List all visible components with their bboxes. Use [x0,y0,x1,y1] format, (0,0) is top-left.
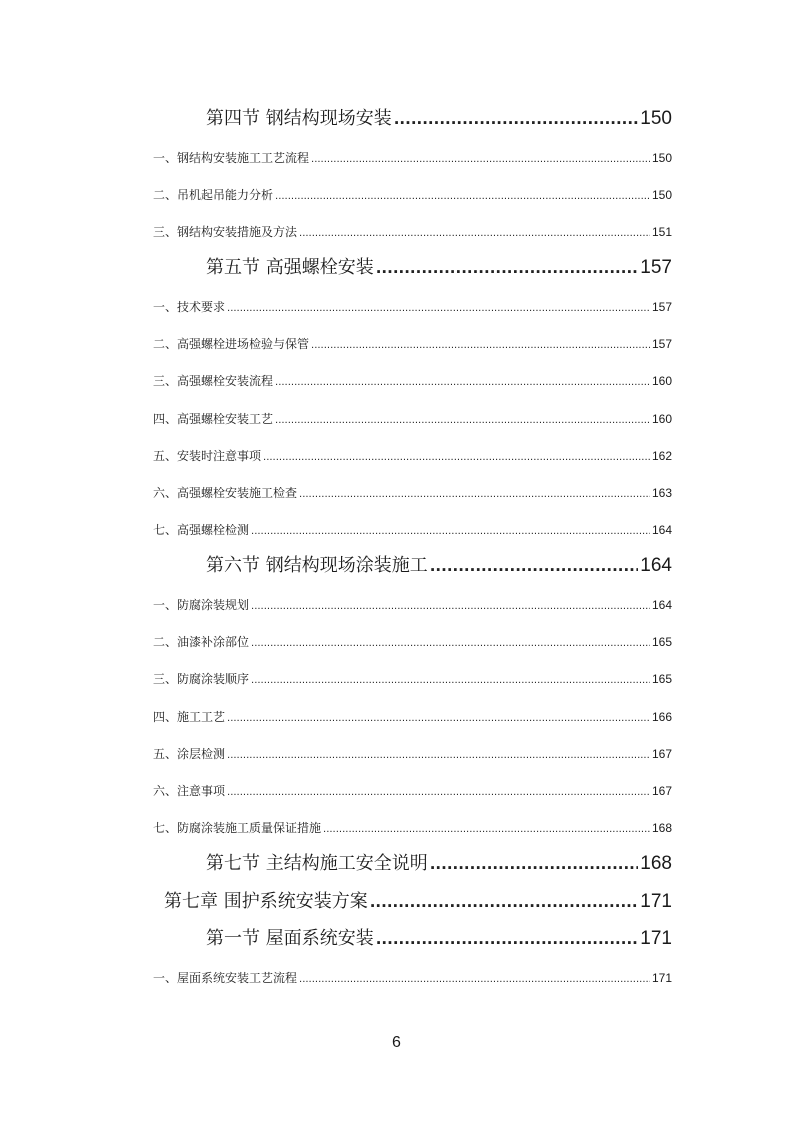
dot-leader [299,226,650,242]
dot-leader [227,301,650,317]
toc-entry-title: 一、钢结构安装施工工艺流程 [153,151,310,165]
toc-entry-page: 157 [640,257,672,278]
toc-entry-item[interactable] [153,597,672,613]
toc-entry-page: 150 [640,108,672,129]
toc-entry-title: 一、屋面系统安装工艺流程 [153,971,298,985]
dot-leader [311,338,650,354]
toc-entry-item[interactable] [153,522,672,538]
toc-entry-page: 150 [651,188,672,202]
toc-entry-title: 七、防腐涂装施工质量保证措施 [153,821,322,835]
toc-entry-page: 160 [651,374,672,388]
toc-entry-title: 五、安装时注意事项 [153,449,262,463]
dot-leader [299,487,650,503]
toc-entry-item[interactable] [153,783,672,799]
toc-entry-page: 168 [651,821,672,835]
toc-entry-title: 五、涂层检测 [153,747,226,761]
toc-entry-title: 六、高强螺栓安装施工检查 [153,486,298,500]
dot-leader [275,413,650,429]
toc-entry-title: 二、吊机起吊能力分析 [153,188,274,202]
dot-leader [323,822,650,838]
dot-leader [299,972,650,988]
toc-entry-page: 171 [640,928,672,949]
dot-leader [311,152,650,168]
toc-entry-item[interactable] [153,820,672,836]
toc-entry-page: 157 [651,300,672,314]
toc-entry-item[interactable] [153,634,672,650]
toc-entry-page: 164 [651,523,672,537]
toc-entry-section[interactable] [206,852,672,876]
toc-entry-item[interactable] [153,448,672,464]
toc-entry-title: 第五节 高强螺栓安装 [206,257,374,278]
toc-entry-page: 151 [651,225,672,239]
toc-entry-page: 168 [640,853,672,874]
dot-leader [263,450,650,466]
toc-entry-item[interactable] [153,746,672,762]
toc-entry-page: 163 [651,486,672,500]
toc-entry-title: 第七章 围护系统安装方案 [164,891,368,912]
toc-entry-page: 167 [651,784,672,798]
toc-entry-item[interactable] [153,411,672,427]
toc-entry-item[interactable] [153,373,672,389]
dot-leader [275,189,650,205]
dot-leader [251,636,650,652]
toc-entry-page: 164 [640,555,672,576]
toc-entry-title: 一、技术要求 [153,300,226,314]
dot-leader [227,711,650,727]
toc-entry-title: 六、注意事项 [153,784,226,798]
dot-leader [275,375,650,391]
dot-leader [251,599,650,615]
toc-entry-item[interactable] [153,485,672,501]
toc-entry-title: 四、高强螺栓安装工艺 [153,412,274,426]
toc-entry-page: 162 [651,449,672,463]
dot-leader [251,673,650,689]
toc-entry-item[interactable] [153,299,672,315]
toc-entry-title: 三、钢结构安装措施及方法 [153,225,298,239]
toc-entry-section[interactable] [206,554,672,578]
toc-entry-title: 第一节 屋面系统安装 [206,928,374,949]
toc-entry-item[interactable] [153,671,672,687]
toc-entry-title: 二、油漆补涂部位 [153,635,250,649]
toc-entry-title: 三、高强螺栓安装流程 [153,374,274,388]
toc-entry-item[interactable] [153,336,672,352]
dot-leader [430,554,639,578]
toc-entry-item[interactable] [153,709,672,725]
toc-entry-page: 171 [651,971,672,985]
toc-entry-title: 七、高强螺栓检测 [153,523,250,537]
page-number: 6 [392,1034,401,1051]
toc-entry-title: 第七节 主结构施工安全说明 [206,853,428,874]
toc-entry-page: 171 [640,891,672,912]
dot-leader [376,256,639,280]
dot-leader [430,852,639,876]
toc-entry-item[interactable] [153,224,672,240]
toc-entry-page: 157 [651,337,672,351]
toc-entry-title: 三、防腐涂装顺序 [153,672,250,686]
toc-entry-title: 第六节 钢结构现场涂装施工 [206,555,428,576]
toc-entry-page: 167 [651,747,672,761]
toc-entry-section[interactable] [206,107,672,131]
dot-leader [227,785,650,801]
dot-leader [227,748,650,764]
toc-entry-page: 166 [651,710,672,724]
toc-entry-page: 165 [651,672,672,686]
toc-entry-item[interactable] [153,970,672,986]
dot-leader [394,107,639,131]
dot-leader [370,890,639,914]
toc-entry-section[interactable] [206,256,672,280]
toc-entry-chapter[interactable] [164,890,672,914]
toc-entry-page: 160 [651,412,672,426]
toc-entry-title: 四、施工工艺 [153,710,226,724]
toc-entry-title: 二、高强螺栓进场检验与保管 [153,337,310,351]
dot-leader [376,927,639,951]
toc-entry-title: 第四节 钢结构现场安装 [206,108,392,129]
toc-entry-section[interactable] [206,927,672,951]
toc-entry-item[interactable] [153,150,672,166]
dot-leader [251,524,650,540]
toc-entry-page: 165 [651,635,672,649]
toc-entry-page: 150 [651,151,672,165]
toc-entry-page: 164 [651,598,672,612]
toc-entry-title: 一、防腐涂装规划 [153,598,250,612]
toc-entry-item[interactable] [153,187,672,203]
